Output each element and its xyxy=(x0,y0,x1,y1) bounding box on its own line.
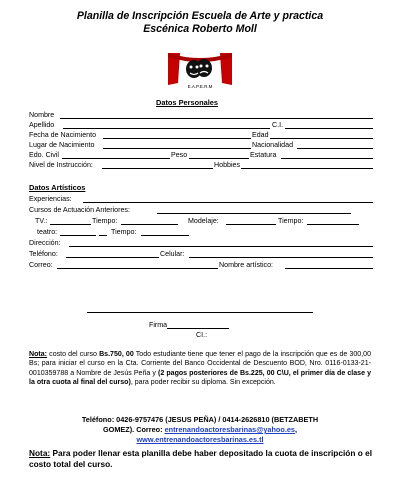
note-text-2: Todo estudiante tiene que tener el pago de la inscripción que es de 300,00 Bs; para iniciar el curso en la Cta. Corriente del Banco Occidental de Descuento BOD, Nro. 0116-0133-21-0010359788 a Nombre de Jesús Peña y xyxy=(29,351,371,377)
section-datos-artisticos: Datos Artísticos xyxy=(29,183,86,192)
input-nivel-instruccion[interactable] xyxy=(102,168,213,169)
input-nombre-artistico[interactable] xyxy=(285,268,373,269)
label-correo: Correo: xyxy=(29,261,53,269)
input-edad[interactable] xyxy=(270,138,373,139)
note-payment xyxy=(29,350,371,388)
label-apellido: Apellido xyxy=(29,121,55,129)
label-firma: Firma xyxy=(149,321,168,329)
row-teatro xyxy=(29,227,375,237)
label-nombre: Nombre xyxy=(29,111,55,119)
row-experiencias xyxy=(29,194,375,204)
note-cost: Bs.750, 00 xyxy=(99,351,134,358)
contact-email-line xyxy=(0,425,400,435)
label-celular: Celular: xyxy=(160,250,185,258)
label-estatura: Estatura xyxy=(250,151,277,159)
note2-label: Nota: xyxy=(29,448,51,458)
label-direccion: Dirección: xyxy=(29,239,61,247)
row-cursos xyxy=(29,205,375,215)
label-tv: TV.: xyxy=(35,217,48,225)
row-edo-civil xyxy=(29,150,375,160)
input-hobbies[interactable] xyxy=(241,168,373,169)
label-peso: Peso xyxy=(171,151,188,159)
input-apellido[interactable] xyxy=(63,128,270,129)
input-tiempo-modelaje[interactable] xyxy=(307,224,359,225)
label-tiempo-modelaje: Tiempo: xyxy=(278,217,304,225)
row-apellido xyxy=(29,120,375,130)
contact-email-prefix: GOMEZ). Correo: xyxy=(102,425,165,434)
input-edo-civil[interactable] xyxy=(62,158,170,159)
row-correo xyxy=(29,260,375,270)
contact-email-suffix: , xyxy=(295,425,298,434)
label-edo-civil: Edo. Civil xyxy=(29,151,59,159)
input-nombre[interactable] xyxy=(60,118,373,119)
form-title-line1: Planilla de Inscripción Escuela de Arte y practica xyxy=(76,10,324,22)
label-ci: C.I. xyxy=(272,121,284,129)
input-celular[interactable] xyxy=(189,257,373,258)
input-teatro[interactable] xyxy=(60,235,96,236)
input-tv[interactable] xyxy=(50,224,91,225)
input-teatro-extra[interactable] xyxy=(99,235,107,236)
website-link[interactable]: www.entrenandoactoresbarinas.es.tl xyxy=(136,435,264,444)
row-direccion xyxy=(29,238,375,248)
note-bold-payments: (2 pagos posteriores de Bs.225, 00 C\U, el primer día de clase y la otra cuota al final del curso) xyxy=(29,369,372,387)
label-hobbies: Hobbies xyxy=(214,161,241,169)
label-nivel-instruccion: Nivel de Instrucción: xyxy=(29,161,93,169)
input-correo[interactable] xyxy=(57,268,218,269)
input-peso[interactable] xyxy=(189,158,249,159)
contact-phones: Teléfono: 0426-9757476 (JESUS PEÑA) / 0414-2626810 (BETZABETH xyxy=(81,415,319,424)
row-nombre xyxy=(29,110,375,120)
row-tv-modelaje xyxy=(29,216,375,226)
input-modelaje[interactable] xyxy=(226,224,276,225)
input-tiempo-teatro[interactable] xyxy=(141,235,189,236)
email-link[interactable]: entrenandoactoresbarinas@yahoo.es xyxy=(164,425,295,434)
form-title-line2: Escénica Roberto Moll xyxy=(143,23,257,35)
svg-text:E.A.P.E.R.M: E.A.P.E.R.M xyxy=(187,84,213,89)
note2-text: Para poder llenar esta planilla debe haber depositado la cuota de inscripción o el costo total del curso. xyxy=(29,448,373,469)
label-telefono: Teléfono: xyxy=(29,250,58,258)
label-experiencias: Experiencias: xyxy=(29,195,72,203)
contact-website-line xyxy=(0,435,400,445)
input-experiencias[interactable] xyxy=(83,202,373,203)
label-fecha-nacimiento: Fecha de Nacimiento xyxy=(29,131,97,139)
signature-line[interactable] xyxy=(87,312,313,313)
label-ci-firma: CI.: xyxy=(196,331,208,339)
input-estatura[interactable] xyxy=(281,158,373,159)
input-lugar-nacimiento[interactable] xyxy=(103,148,251,149)
input-tiempo-tv[interactable] xyxy=(121,224,178,225)
input-cursos[interactable] xyxy=(157,213,351,214)
input-fecha-nacimiento[interactable] xyxy=(103,138,251,139)
label-lugar-nacimiento: Lugar de Nacimiento xyxy=(29,141,95,149)
note-text-1: costo del curso xyxy=(47,351,100,358)
input-telefono[interactable] xyxy=(66,257,159,258)
note-deposit xyxy=(29,448,381,470)
label-nombre-artistico: Nombre artístico: xyxy=(219,261,274,269)
label-cursos: Cursos de Actuación Anteriores: xyxy=(29,206,130,214)
row-nivel-instruccion xyxy=(29,160,375,170)
row-lugar-nacimiento xyxy=(29,140,375,150)
label-nacionalidad: Nacionalidad xyxy=(252,141,294,149)
label-tiempo-teatro: Tiempo: xyxy=(111,228,137,236)
row-fecha-nacimiento xyxy=(29,130,375,140)
note-text-3: , para poder recibir su diploma. Sin excepción. xyxy=(130,379,276,387)
section-datos-personales: Datos Personales xyxy=(156,98,219,107)
input-firma[interactable] xyxy=(167,328,229,329)
input-nacionalidad[interactable] xyxy=(297,148,373,149)
row-telefono xyxy=(29,249,375,259)
label-edad: Edad xyxy=(252,131,269,139)
theater-masks-logo xyxy=(168,53,232,91)
label-tiempo-tv: Tiempo: xyxy=(92,217,118,225)
note-label: Nota: xyxy=(29,351,48,358)
input-ci[interactable] xyxy=(285,128,373,129)
label-modelaje: Modelaje: xyxy=(188,217,219,225)
input-direccion[interactable] xyxy=(69,246,373,247)
label-teatro: teatro: xyxy=(37,228,58,236)
